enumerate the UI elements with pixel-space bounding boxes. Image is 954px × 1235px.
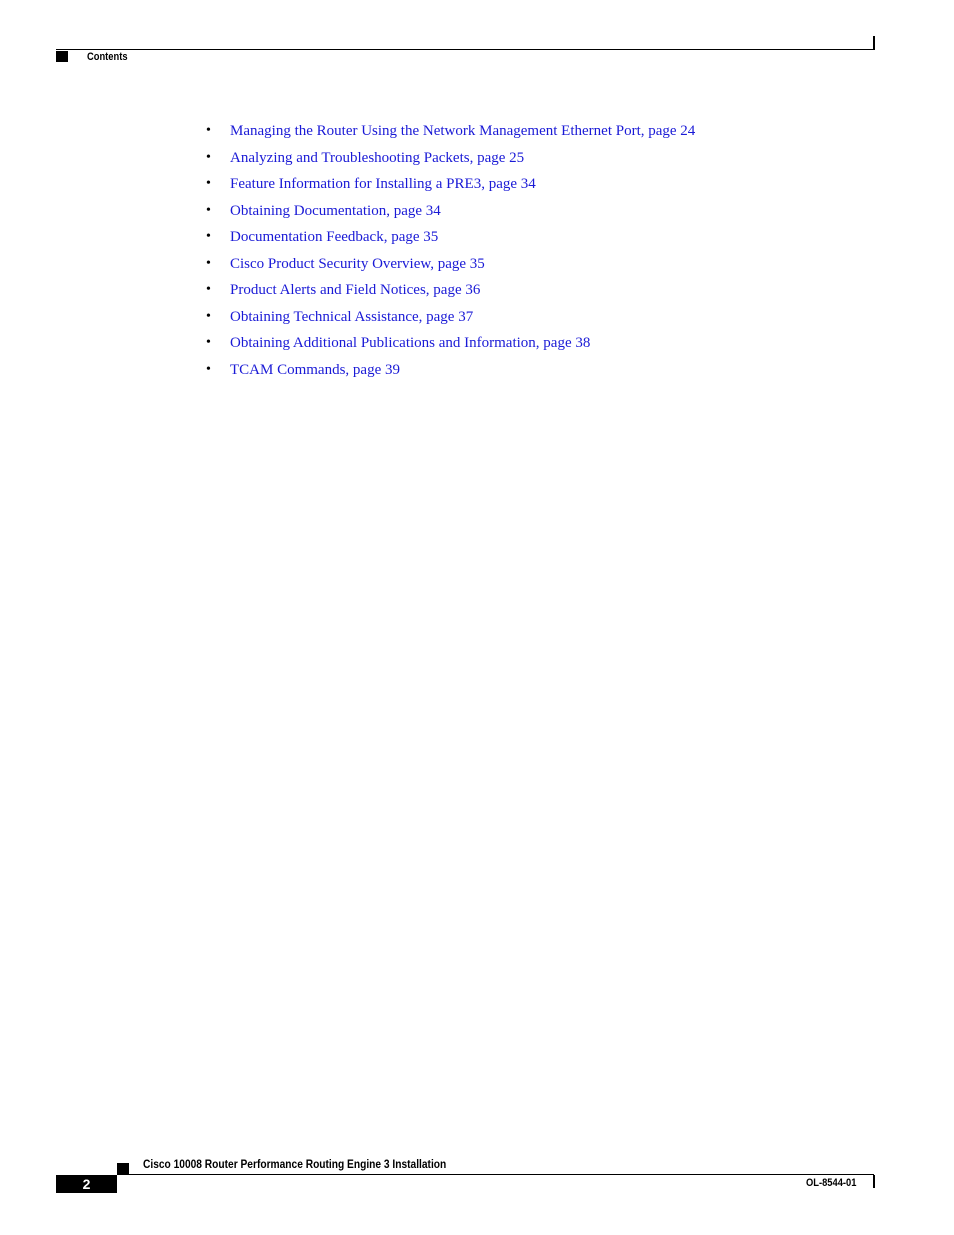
toc-link-product-alerts[interactable]: Product Alerts and Field Notices, page 36 xyxy=(230,282,481,298)
toc-link-managing-router[interactable]: Managing the Router Using the Network Management Ethernet Port, page 24 xyxy=(230,123,696,139)
footer-doc-id: OL-8544-01 xyxy=(806,1177,857,1189)
header-square-mark xyxy=(56,51,68,62)
bullet-icon: • xyxy=(206,255,211,271)
toc-link-documentation-feedback[interactable]: Documentation Feedback, page 35 xyxy=(230,229,439,245)
footer-page-number: 2 xyxy=(56,1175,117,1193)
bullet-icon: • xyxy=(206,308,211,324)
footer-doc-title: Cisco 10008 Router Performance Routing Engine 3 Installation xyxy=(143,1157,447,1171)
toc-link-additional-publications[interactable]: Obtaining Additional Publications and Information, page 38 xyxy=(230,335,591,351)
header-section-label: Contents xyxy=(87,51,128,63)
bullet-icon: • xyxy=(206,123,211,138)
toc-link-technical-assistance[interactable]: Obtaining Technical Assistance, page 37 xyxy=(230,308,474,325)
bullet-icon: • xyxy=(206,229,211,244)
footer-rule xyxy=(117,1174,874,1175)
toc-link-feature-information[interactable]: Feature Information for Installing a PRE3, page 34 xyxy=(230,176,536,192)
footer-corner-mark xyxy=(873,1175,875,1188)
bullet-icon: • xyxy=(206,361,211,377)
toc-link-obtaining-documentation[interactable]: Obtaining Documentation, page 34 xyxy=(230,202,441,219)
bullet-icon: • xyxy=(206,149,211,165)
bullet-icon: • xyxy=(206,282,211,297)
toc-link-tcam-commands[interactable]: TCAM Commands, page 39 xyxy=(230,361,400,378)
bullet-icon: • xyxy=(206,176,211,191)
toc-link-product-security[interactable]: Cisco Product Security Overview, page 35 xyxy=(230,255,485,272)
bullet-icon: • xyxy=(206,202,211,218)
toc-link-analyzing-packets[interactable]: Analyzing and Troubleshooting Packets, page 25 xyxy=(230,149,525,166)
bullet-icon: • xyxy=(206,335,211,350)
header-corner-mark xyxy=(873,36,875,50)
header-rule xyxy=(56,49,874,50)
